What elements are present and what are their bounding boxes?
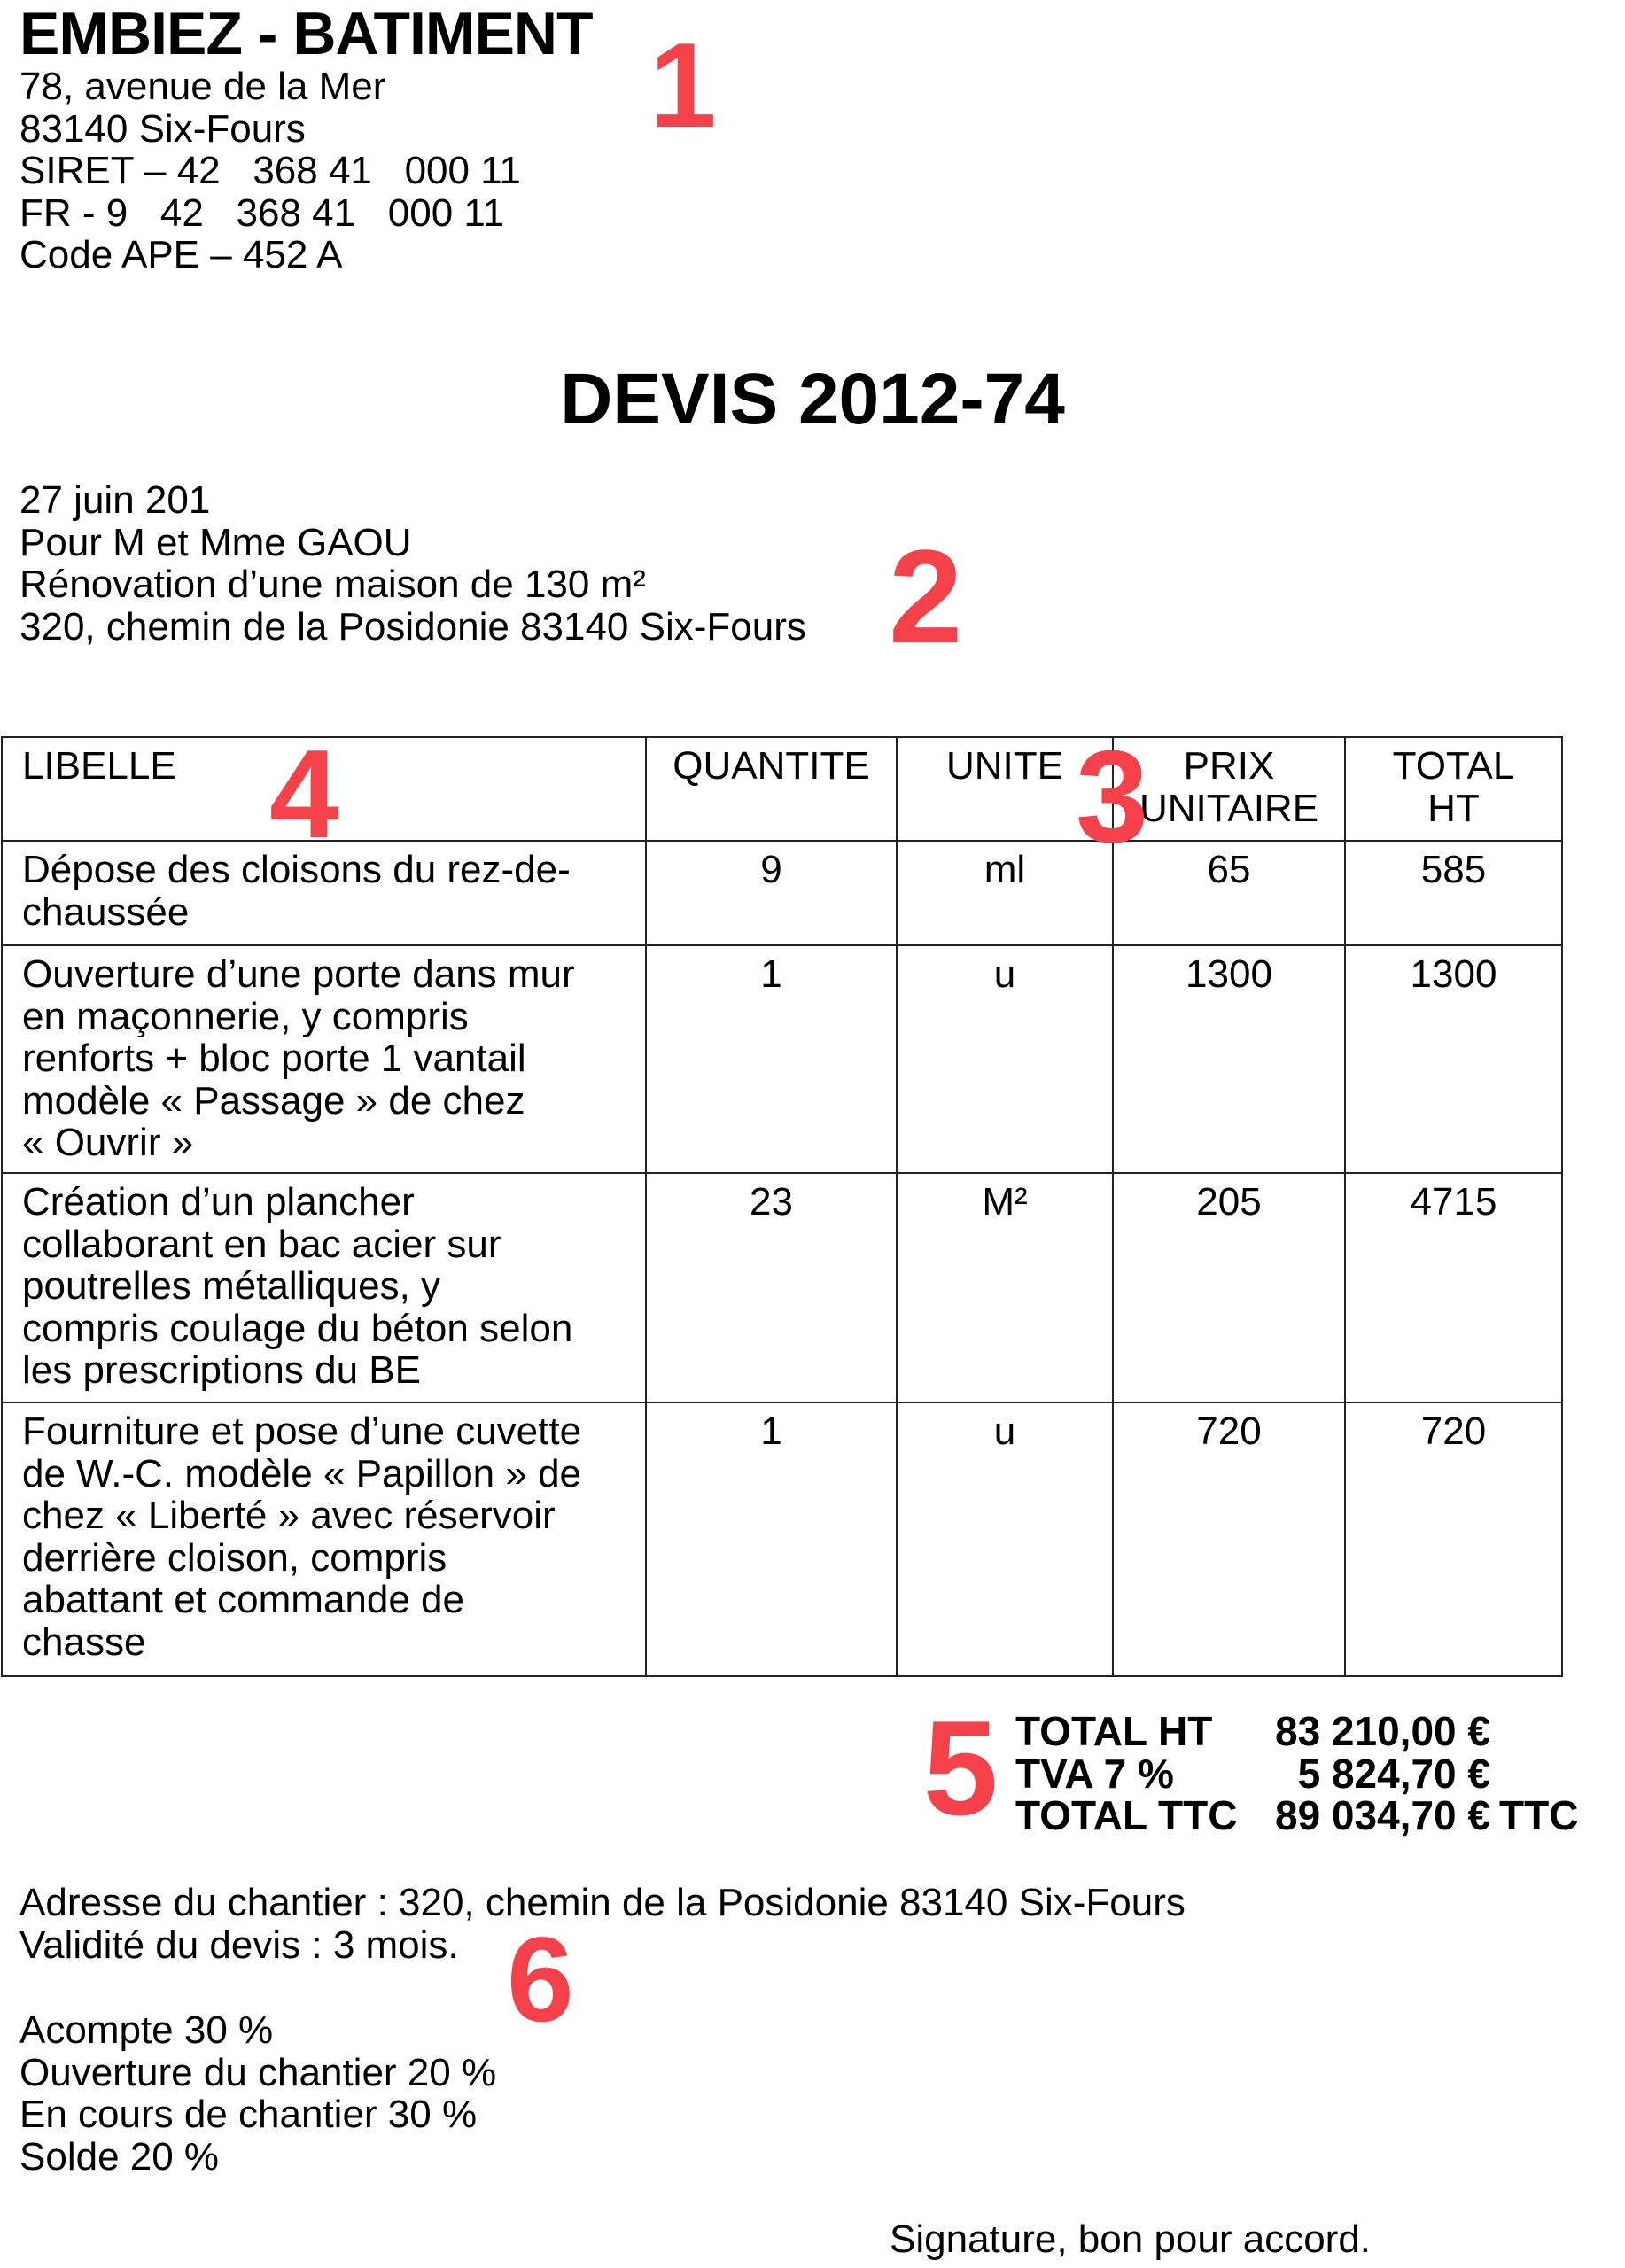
company-ape-code: Code APE – 452 A — [19, 233, 343, 276]
row-prix-unitaire: 1300 — [1113, 945, 1345, 1173]
client-name: Pour M et Mme GAOU — [19, 520, 412, 564]
row-libelle — [2, 1402, 646, 1676]
libelle-line: derrière cloison, compris — [22, 1535, 447, 1580]
libelle-line: « Ouvrir » — [22, 1121, 194, 1164]
annotation-marker-3: 3 — [1076, 724, 1149, 870]
company-vat-number: FR - 9 42 368 41 000 11 — [19, 190, 505, 235]
table-header-row — [2, 737, 1562, 841]
project-address: 320, chemin de la Posidonie 83140 Six-Fours — [19, 604, 806, 649]
quote-title-text: DEVIS 2012-74 — [560, 359, 1065, 439]
total-ttc-value: 89 034,70 € — [1274, 1792, 1490, 1838]
annotation-marker-4: 4 — [269, 724, 339, 865]
annotation-marker-6: 6 — [507, 1912, 574, 2047]
row-unite: M² — [897, 1173, 1113, 1402]
company-address-street: 78, avenue de la Mer — [19, 65, 386, 108]
annotation-marker-5: 5 — [923, 1693, 999, 1844]
libelle-line: Fourniture et pose d’une cuvette — [22, 1410, 582, 1453]
tva-label: TVA 7 % — [1015, 1750, 1174, 1797]
row-total-ht: 1300 — [1345, 945, 1562, 1173]
row-unite: ml — [897, 841, 1113, 945]
header-total-ht — [1345, 737, 1562, 841]
libelle-line: poutrelles métalliques, y — [22, 1264, 441, 1308]
client-details — [19, 479, 806, 648]
header-total-line1: TOTAL — [1392, 744, 1515, 788]
total-ttc-suffix: TTC — [1499, 1792, 1579, 1838]
tva-value: 5 824,70 € — [1297, 1750, 1490, 1797]
libelle-line: modèle « Passage » de chez — [22, 1078, 525, 1122]
row-quantite: 23 — [646, 1173, 897, 1402]
site-info — [19, 1882, 1186, 1966]
quote-validity: Validité du devis : 3 mois. — [19, 1922, 459, 1967]
row-prix-unitaire: 720 — [1113, 1402, 1345, 1676]
libelle-line: les prescriptions du BE — [22, 1348, 421, 1392]
payment-site-opening: Ouverture du chantier 20 % — [19, 2050, 497, 2094]
row-total-ht: 4715 — [1345, 1173, 1562, 1402]
libelle-line: Création d’un plancher — [22, 1180, 415, 1223]
table-row — [2, 841, 1562, 945]
row-total-ht: 720 — [1345, 1402, 1562, 1676]
header-prix-line2: UNITAIRE — [1139, 786, 1319, 830]
row-prix-unitaire: 65 — [1113, 841, 1345, 945]
company-name: EMBIEZ - BATIMENT — [19, 0, 593, 67]
table-row — [2, 1173, 1562, 1402]
quote-date: 27 juin 201 — [19, 478, 211, 522]
annotation-marker-1: 1 — [649, 18, 717, 152]
libelle-line: Dépose des cloisons du rez-de- — [22, 848, 571, 891]
site-address: Adresse du chantier : 320, chemin de la Posidonie 83140 Six-Fours — [19, 1881, 1186, 1924]
payment-balance: Solde 20 % — [19, 2134, 220, 2179]
libelle-line: chez « Liberté » avec réservoir — [22, 1494, 556, 1537]
libelle-line: chaussée — [22, 889, 190, 934]
libelle-line: en maçonnerie, y compris — [22, 994, 469, 1038]
company-siret: SIRET – 42 368 41 000 11 — [19, 149, 521, 192]
table-row — [2, 945, 1562, 1173]
quote-table — [1, 736, 1563, 1677]
totals-block — [1015, 1708, 1579, 1838]
libelle-line: collaborant en bac acier sur — [22, 1222, 501, 1266]
libelle-line: renforts + bloc porte 1 vantail — [22, 1037, 526, 1080]
total-ht-label: TOTAL HT — [1015, 1708, 1213, 1754]
header-unite: UNITE — [897, 737, 1113, 841]
payment-in-progress: En cours de chantier 30 % — [19, 2093, 478, 2136]
table-row — [2, 1402, 1562, 1676]
libelle-line: Ouverture d’une porte dans mur — [22, 952, 575, 996]
total-ttc-label: TOTAL TTC — [1015, 1792, 1238, 1838]
row-unite: u — [897, 945, 1113, 1173]
project-description: Rénovation d’une maison de 130 m² — [19, 563, 646, 606]
row-quantite: 9 — [646, 841, 897, 945]
total-ttc-row — [1015, 1792, 1579, 1838]
header-total-line2: HT — [1427, 786, 1480, 830]
total-ht-row — [1015, 1708, 1578, 1754]
libelle-line: abattant et commande de — [22, 1578, 464, 1621]
row-quantite: 1 — [646, 945, 897, 1173]
row-quantite: 1 — [646, 1402, 897, 1676]
libelle-line: de W.-C. modèle « Papillon » de — [22, 1451, 582, 1495]
libelle-line: chasse — [22, 1619, 146, 1664]
signature-label: Signature, bon pour accord. — [890, 2218, 1372, 2261]
row-total-ht: 585 — [1345, 841, 1562, 945]
company-address-city: 83140 Six-Fours — [19, 106, 306, 151]
header-quantite: QUANTITE — [646, 737, 897, 841]
payment-schedule — [19, 2009, 496, 2178]
row-libelle — [2, 945, 646, 1173]
company-details — [19, 66, 521, 276]
header-prix-line1: PRIX — [1183, 744, 1275, 788]
tva-row — [1015, 1750, 1578, 1797]
payment-deposit: Acompte 30 % — [19, 2008, 274, 2052]
libelle-line: compris coulage du béton selon — [22, 1306, 573, 1350]
row-unite: u — [897, 1402, 1113, 1676]
total-ht-value: 83 210,00 € — [1274, 1708, 1490, 1754]
quote-title — [0, 358, 1625, 441]
row-prix-unitaire: 205 — [1113, 1173, 1345, 1402]
row-libelle — [2, 1173, 646, 1402]
header-libelle: LIBELLE — [2, 737, 646, 841]
annotation-marker-2: 2 — [889, 522, 963, 671]
